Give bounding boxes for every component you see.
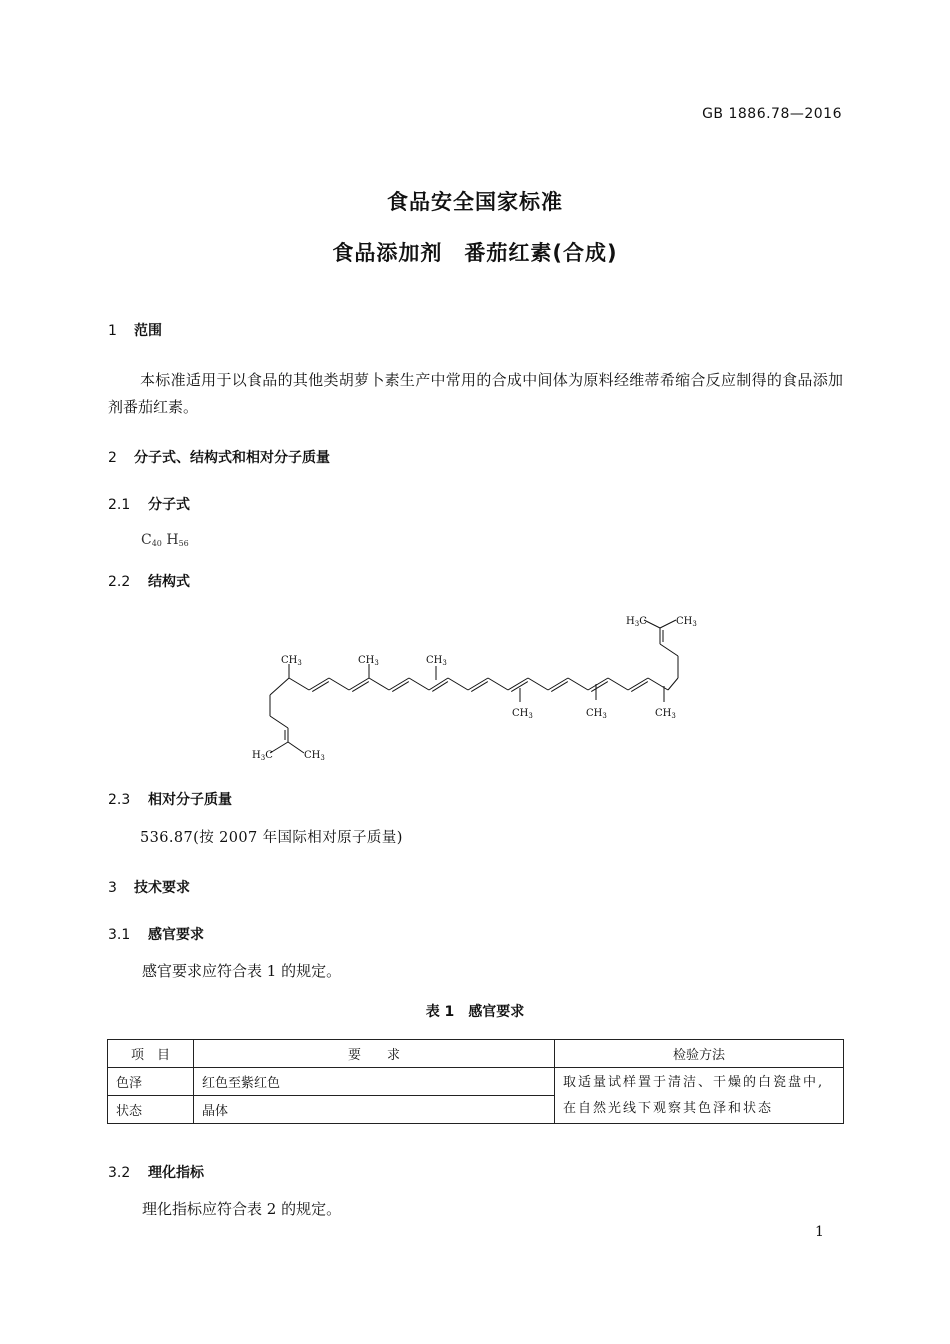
section-number: 2 [108,450,117,466]
row-item: 状态 [108,1096,194,1124]
section-title: 范围 [134,323,162,339]
inspection-method: 取适量试样置于清洁、干燥的白瓷盘中,在自然光线下观察其色泽和状态 [555,1068,844,1124]
formula-carbon: C [141,532,152,548]
section-title: 相对分子质量 [148,792,232,808]
section-title: 分子式 [148,497,190,513]
row-requirement: 晶体 [194,1096,555,1124]
methyl-label: $CH_3$ [676,616,697,628]
formula-hydrogen: H [166,532,179,548]
double-bond-line [628,678,648,690]
section-1-paragraph: 本标准适用于以食品的其他类胡萝卜素生产中常用的合成中间体为原料经维蒂希缩合反应制得的食品添加剂番茄红素。 [108,371,843,416]
row-requirement: 红色至紫红色 [194,1068,555,1096]
section-3-2-text: 理化指标应符合表 2 的规定。 [142,1200,342,1218]
molecular-formula [141,532,189,548]
formula-carbon-count: 40 [151,539,162,548]
methyl-label: $H_3C$ [252,750,273,762]
single-bond [409,678,429,690]
double-bond-line [588,678,608,690]
double-bond-line [349,678,369,690]
section-title: 结构式 [148,574,190,590]
structure-bonds [270,620,678,753]
section-title: 感官要求 [148,927,204,943]
header-item: 项 目 [108,1040,194,1068]
table-caption-title: 感官要求 [468,1004,525,1020]
single-bond [369,678,389,690]
section-title: 理化指标 [148,1165,204,1181]
section-2-3-heading [108,789,232,809]
double-bond-line [389,678,409,690]
double-bond-line [508,678,528,690]
document-title: 食品安全国家标准 [387,190,563,214]
section-3-1-text: 感官要求应符合表 1 的规定。 [142,962,342,980]
section-title: 技术要求 [134,880,190,896]
table-1-caption [0,1001,950,1021]
sensory-requirements-table [107,1039,844,1124]
table-header-row [108,1040,844,1068]
page-number: 1 [815,1224,824,1240]
document-subtitle: 食品添加剂 番茄红素(合成) [332,241,618,265]
section-number: 2.1 [108,497,131,513]
methyl-label: $CH_3$ [586,708,607,720]
molecular-weight: 536.87(按 2007 年国际相对原子质量) [140,830,403,846]
section-1-heading [108,320,162,340]
methyl-label: $CH_3$ [281,655,302,667]
double-bond-line [309,678,329,690]
formula-hydrogen-count: 56 [178,539,189,548]
single-bond [608,678,628,690]
section-2-1-heading [108,494,190,514]
single-bond [329,678,349,690]
section-2-heading [108,447,330,467]
section-number: 1 [108,323,117,339]
section-3-heading [108,877,190,897]
standard-number: GB 1886.78—2016 [702,106,842,122]
section-3-2-heading [108,1162,204,1182]
single-bond [488,678,508,690]
methyl-label: $CH_3$ [655,708,676,720]
table-caption-number: 表 1 [425,1004,455,1020]
single-bond [528,678,548,690]
single-bond [568,678,588,690]
section-number: 3 [108,880,117,896]
header-method: 检验方法 [555,1040,844,1068]
methyl-label: $CH_3$ [304,750,325,762]
methyl-bond [660,620,676,628]
section-3-1-heading [108,924,204,944]
methyl-label: $CH_3$ [358,655,379,667]
section-number: 3.1 [108,927,131,943]
section-number: 3.2 [108,1165,131,1181]
methyl-label: $CH_3$ [512,708,533,720]
single-bond [270,716,288,728]
table-row [108,1068,844,1096]
double-bond-line [548,678,568,690]
section-number: 2.3 [108,792,131,808]
row-item: 色泽 [108,1068,194,1096]
section-2-2-heading [108,571,190,591]
header-requirement: 要 求 [194,1040,555,1068]
single-bond [648,678,668,690]
section-number: 2.2 [108,574,131,590]
single-bond [270,678,289,695]
double-bond-line [468,678,488,690]
structural-formula [248,608,708,768]
section-title: 分子式、结构式和相对分子质量 [134,450,330,466]
single-bond [448,678,468,690]
methyl-label: $H_3C$ [626,616,647,628]
single-bond [289,678,309,690]
single-bond [668,678,678,690]
methyl-bond [288,742,304,753]
double-bond-line [429,678,448,690]
methyl-label: $CH_3$ [426,655,447,667]
single-bond [660,644,678,656]
